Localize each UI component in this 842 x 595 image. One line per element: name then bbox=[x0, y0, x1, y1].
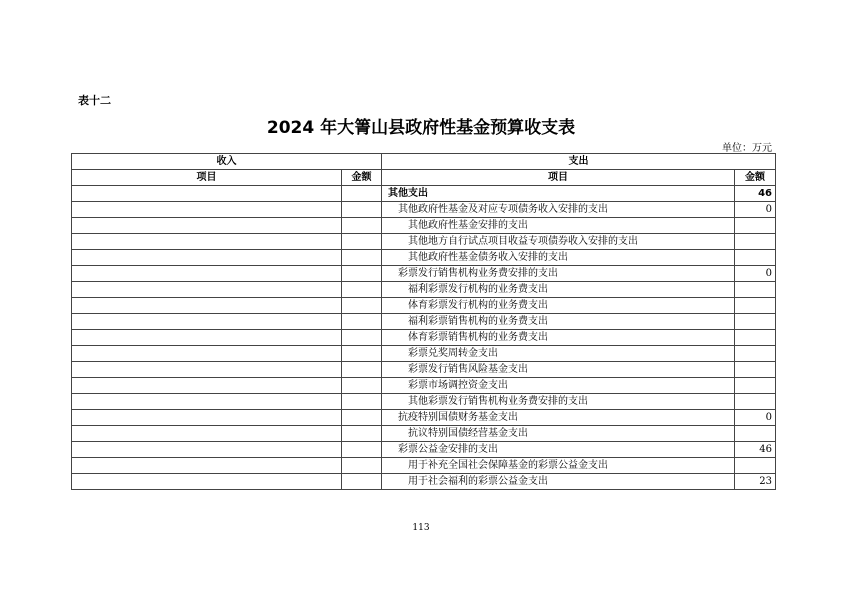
unit-label: 单位：万元 bbox=[722, 143, 772, 154]
table-row bbox=[72, 282, 776, 298]
expense-item-cell: 其他政府性基金及对应专项债务收入安排的支出 bbox=[382, 202, 735, 218]
income-item-header: 项目 bbox=[72, 170, 342, 186]
expense-item-cell: 福利彩票销售机构的业务费支出 bbox=[382, 314, 735, 330]
table-row bbox=[72, 314, 776, 330]
expense-item-cell: 彩票发行销售风险基金支出 bbox=[382, 362, 735, 378]
expense-item-cell: 体育彩票销售机构的业务费支出 bbox=[382, 330, 735, 346]
expense-amount-cell: 23 bbox=[735, 474, 776, 490]
income-item-cell bbox=[72, 202, 342, 218]
expense-item-cell: 抗议特别国债经营基金支出 bbox=[382, 426, 735, 442]
income-header: 收入 bbox=[72, 154, 382, 170]
table-row bbox=[72, 346, 776, 362]
expense-amount-cell bbox=[735, 282, 776, 298]
expense-item-cell: 彩票公益金安排的支出 bbox=[382, 442, 735, 458]
income-item-cell bbox=[72, 186, 342, 202]
expense-amount-cell: 0 bbox=[735, 202, 776, 218]
expense-header: 支出 bbox=[382, 154, 776, 170]
expense-amount-cell bbox=[735, 218, 776, 234]
table-row bbox=[72, 298, 776, 314]
income-amount-cell bbox=[342, 234, 382, 250]
table-row bbox=[72, 250, 776, 266]
income-amount-cell bbox=[342, 458, 382, 474]
expense-item-cell: 抗疫特别国债财务基金支出 bbox=[382, 410, 735, 426]
income-item-cell bbox=[72, 314, 342, 330]
income-item-cell bbox=[72, 266, 342, 282]
page-title: 2024 年大箐山县政府性基金预算收支表 bbox=[266, 118, 576, 138]
expense-amount-cell bbox=[735, 330, 776, 346]
income-amount-cell bbox=[342, 474, 382, 490]
page-number: 113 bbox=[412, 523, 430, 533]
income-item-cell bbox=[72, 282, 342, 298]
income-item-cell bbox=[72, 330, 342, 346]
expense-amount-cell: 0 bbox=[735, 410, 776, 426]
expense-item-cell: 其他彩票发行销售机构业务费安排的支出 bbox=[382, 394, 735, 410]
expense-item-cell: 彩票市场调控资金支出 bbox=[382, 378, 735, 394]
expense-amount-cell bbox=[735, 378, 776, 394]
expense-item-cell: 体育彩票发行机构的业务费支出 bbox=[382, 298, 735, 314]
expense-amount-cell bbox=[735, 394, 776, 410]
expense-item-cell: 其他支出 bbox=[382, 186, 735, 202]
table-number: 表十二 bbox=[78, 94, 111, 107]
income-amount-cell bbox=[342, 330, 382, 346]
expense-amount-cell bbox=[735, 250, 776, 266]
expense-item-cell: 其他政府性基金债务收入安排的支出 bbox=[382, 250, 735, 266]
expense-amount-cell bbox=[735, 314, 776, 330]
income-item-cell bbox=[72, 394, 342, 410]
expense-amount-cell: 46 bbox=[735, 186, 776, 202]
income-amount-cell bbox=[342, 282, 382, 298]
income-amount-cell bbox=[342, 378, 382, 394]
expense-item-cell: 其他地方自行试点项目收益专项债券收入安排的支出 bbox=[382, 234, 735, 250]
expense-item-cell: 彩票发行销售机构业务费安排的支出 bbox=[382, 266, 735, 282]
income-amount-cell bbox=[342, 410, 382, 426]
expense-amount-header: 金额 bbox=[735, 170, 776, 186]
income-amount-cell bbox=[342, 218, 382, 234]
expense-item-cell: 用于社会福利的彩票公益金支出 bbox=[382, 474, 735, 490]
expense-amount-cell: 0 bbox=[735, 266, 776, 282]
expense-amount-cell: 46 bbox=[735, 442, 776, 458]
income-amount-cell bbox=[342, 362, 382, 378]
table-row bbox=[72, 266, 776, 282]
expense-item-cell: 彩票兑奖周转金支出 bbox=[382, 346, 735, 362]
header-row-columns bbox=[72, 170, 776, 186]
table-row bbox=[72, 426, 776, 442]
table-row bbox=[72, 218, 776, 234]
expense-item-header: 项目 bbox=[382, 170, 735, 186]
table-row bbox=[72, 202, 776, 218]
income-amount-cell bbox=[342, 298, 382, 314]
table-row bbox=[72, 186, 776, 202]
expense-amount-cell bbox=[735, 426, 776, 442]
income-amount-cell bbox=[342, 186, 382, 202]
table-row bbox=[72, 362, 776, 378]
income-item-cell bbox=[72, 346, 342, 362]
income-amount-cell bbox=[342, 266, 382, 282]
expense-amount-cell bbox=[735, 234, 776, 250]
income-amount-cell bbox=[342, 202, 382, 218]
income-item-cell bbox=[72, 474, 342, 490]
income-item-cell bbox=[72, 458, 342, 474]
expense-item-cell: 福利彩票发行机构的业务费支出 bbox=[382, 282, 735, 298]
income-item-cell bbox=[72, 426, 342, 442]
income-amount-cell bbox=[342, 394, 382, 410]
expense-item-cell: 其他政府性基金安排的支出 bbox=[382, 218, 735, 234]
table-row bbox=[72, 474, 776, 490]
table-row bbox=[72, 330, 776, 346]
income-amount-cell bbox=[342, 314, 382, 330]
income-item-cell bbox=[72, 218, 342, 234]
income-amount-header: 金额 bbox=[342, 170, 382, 186]
income-amount-cell bbox=[342, 426, 382, 442]
expense-amount-cell bbox=[735, 362, 776, 378]
table-row bbox=[72, 234, 776, 250]
income-item-cell bbox=[72, 378, 342, 394]
expense-amount-cell bbox=[735, 298, 776, 314]
income-amount-cell bbox=[342, 346, 382, 362]
table-row bbox=[72, 458, 776, 474]
table-row bbox=[72, 410, 776, 426]
table-row bbox=[72, 394, 776, 410]
expense-amount-cell bbox=[735, 346, 776, 362]
expense-item-cell: 用于补充全国社会保障基金的彩票公益金支出 bbox=[382, 458, 735, 474]
table-row bbox=[72, 442, 776, 458]
income-amount-cell bbox=[342, 442, 382, 458]
header-row-sections bbox=[72, 154, 776, 170]
table-row bbox=[72, 378, 776, 394]
budget-table bbox=[71, 153, 776, 490]
income-item-cell bbox=[72, 250, 342, 266]
income-amount-cell bbox=[342, 250, 382, 266]
income-item-cell bbox=[72, 362, 342, 378]
income-item-cell bbox=[72, 234, 342, 250]
income-item-cell bbox=[72, 442, 342, 458]
income-item-cell bbox=[72, 410, 342, 426]
income-item-cell bbox=[72, 298, 342, 314]
expense-amount-cell bbox=[735, 458, 776, 474]
